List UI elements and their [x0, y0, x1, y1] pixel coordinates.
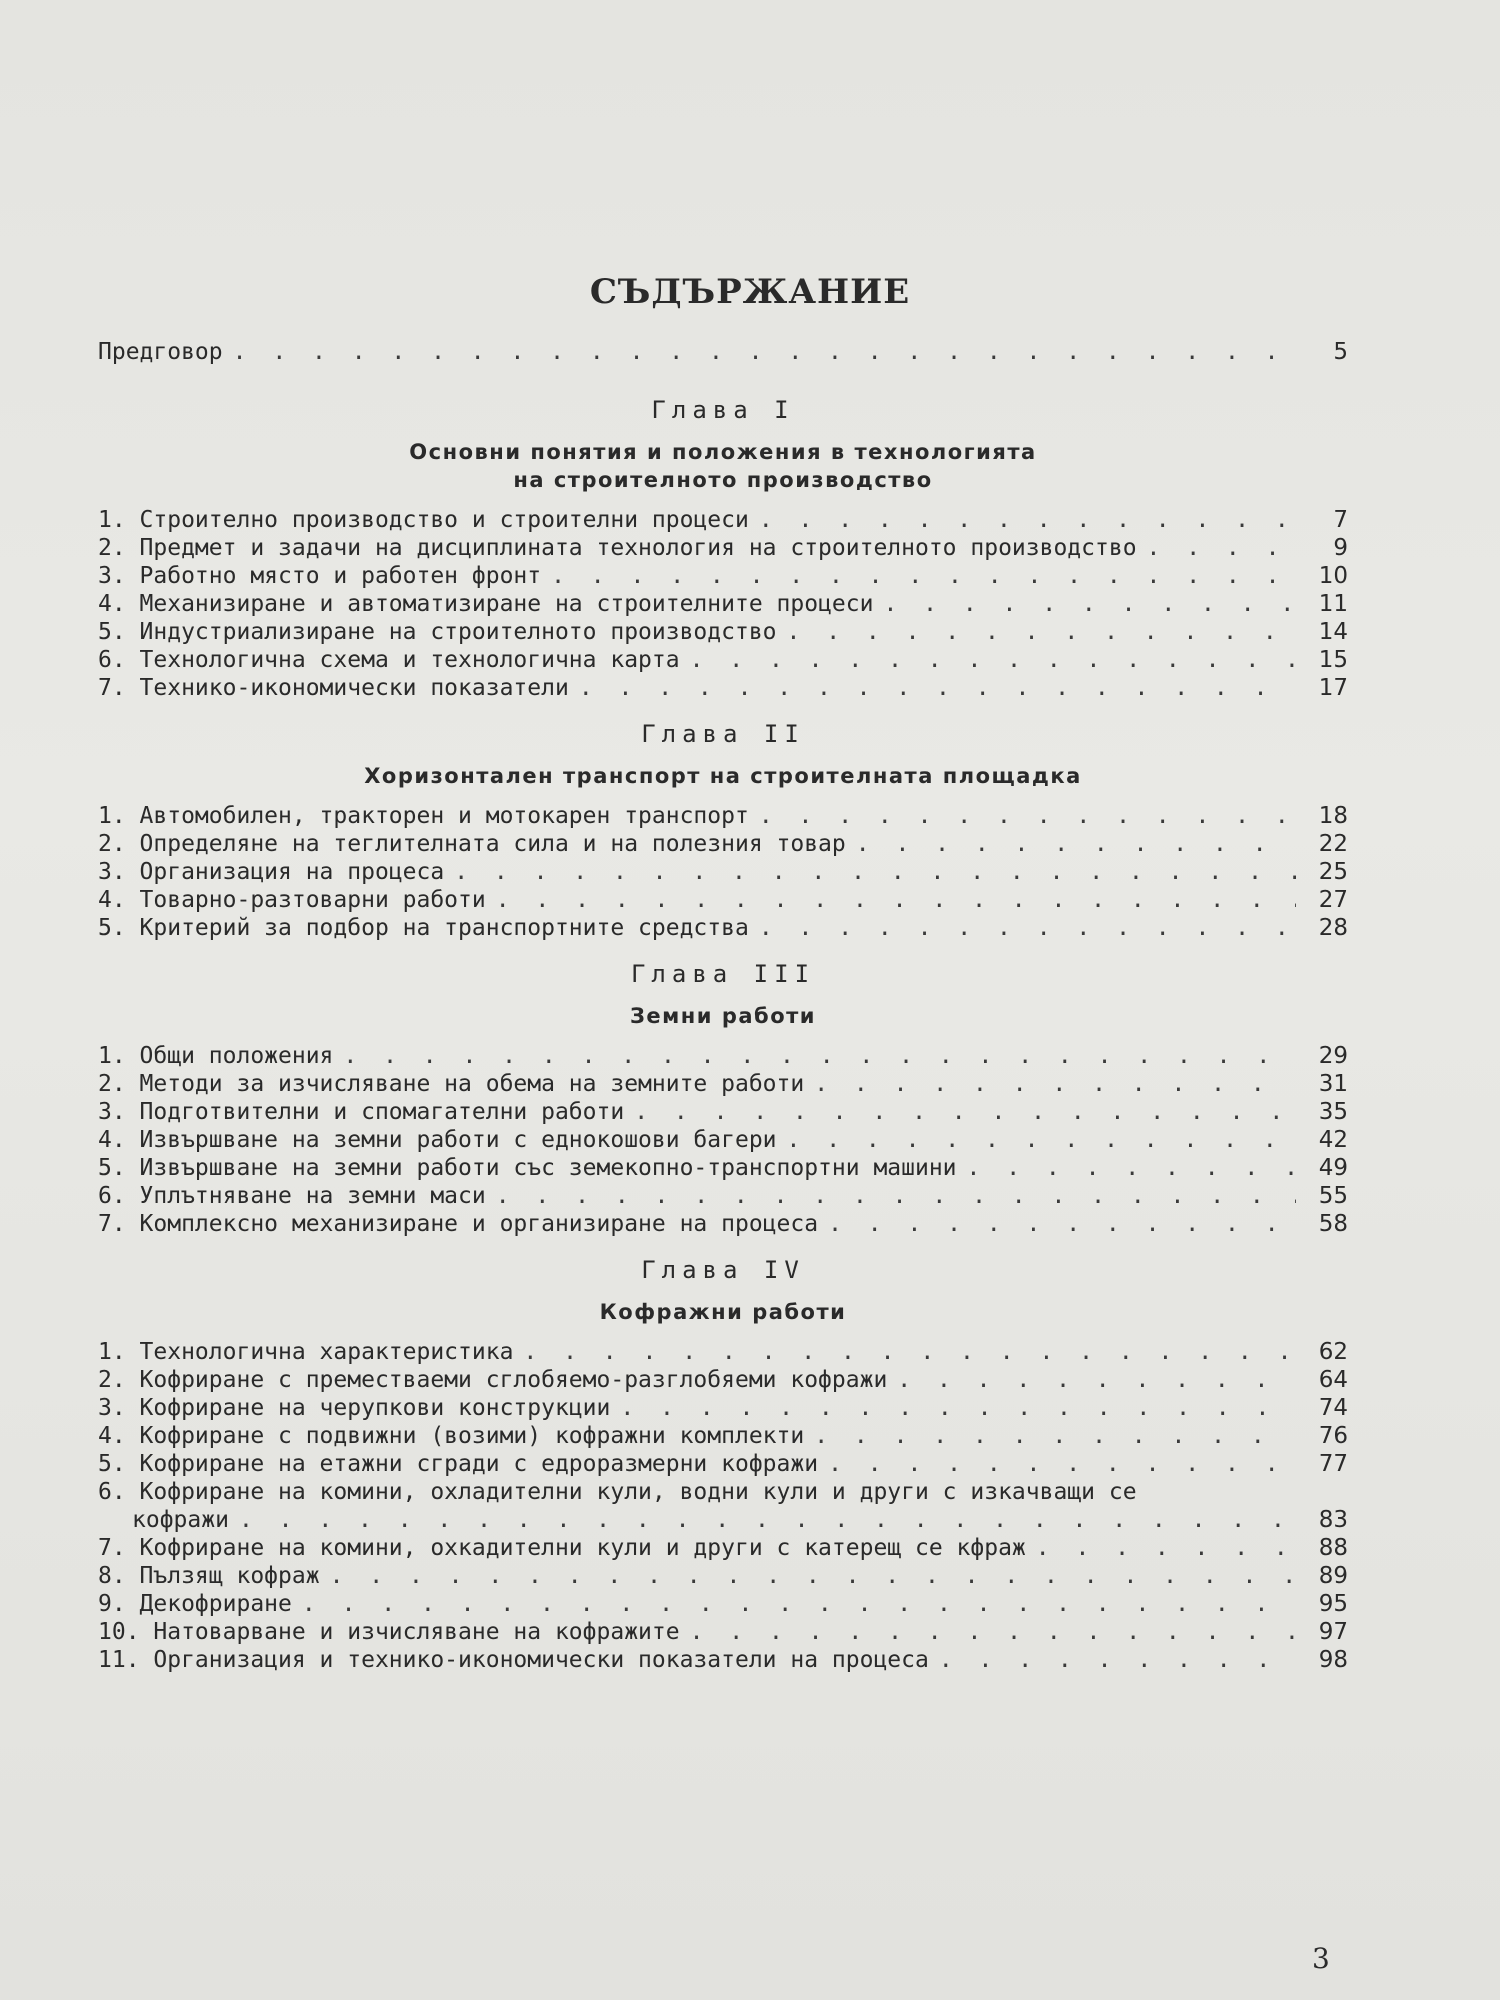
toc-entry-label: 7. Кофриране на комини, охкадителни кули и други с катерещ се кфраж	[98, 1535, 1026, 1561]
toc-entry-label: 11. Организация и технико-икономически показатели на процеса	[98, 1647, 929, 1673]
leader-dots	[1147, 534, 1296, 562]
toc-row	[98, 1154, 1348, 1182]
toc-entry-label: 3. Работно място и работен фронт	[98, 563, 542, 589]
chapter-title-line: Хоризонтален транспорт на строителната площадка	[364, 764, 1082, 788]
toc-entry-label: 2. Кофриране с преместваеми сглобяемо-разглобяеми кофражи	[98, 1367, 888, 1393]
toc-row	[98, 830, 1348, 858]
toc-row	[98, 534, 1348, 562]
toc-entry-label: 4. Товарно-разтоварни работи	[98, 887, 486, 913]
toc-entry-label: 4. Механизиране и автоматизиране на строителните процеси	[98, 591, 874, 617]
chapter-title	[98, 1002, 1348, 1030]
toc-row	[98, 674, 1348, 702]
toc-entry-label: 5. Индустриализиране на строителното производство	[98, 619, 777, 645]
toc-row	[98, 562, 1348, 590]
toc-page-number: 11	[1318, 591, 1348, 617]
leader-dots	[883, 590, 1296, 618]
toc-entry-label: 6. Технологична схема и технологична карта	[98, 647, 680, 673]
leader-dots	[939, 1646, 1296, 1674]
toc-entry-label: 1. Автомобилен, тракторен и мотокарен транспорт	[98, 803, 749, 829]
toc-page-number: 55	[1318, 1183, 1348, 1209]
toc-page-number: 27	[1318, 887, 1348, 913]
toc-row	[98, 1210, 1348, 1238]
toc-page-number: 76	[1318, 1423, 1348, 1449]
leader-dots	[233, 338, 1296, 366]
toc-page-number: 14	[1318, 619, 1348, 645]
toc-row	[98, 590, 1348, 618]
toc-row	[98, 1646, 1348, 1674]
leader-dots	[523, 1338, 1296, 1366]
toc-entry-label: 3. Организация на процеса	[98, 859, 445, 885]
toc-row	[98, 646, 1348, 674]
toc-page-number: 58	[1318, 1211, 1348, 1237]
toc-row	[98, 1042, 1348, 1070]
toc-row	[98, 1366, 1348, 1394]
toc-entry-label: Предговор	[98, 339, 223, 365]
toc-row	[98, 618, 1348, 646]
toc-entry-label: 6. Уплътняване на земни маси	[98, 1183, 486, 1209]
chapter-title-line: Земни работи	[629, 1004, 817, 1028]
leader-dots	[967, 1154, 1296, 1182]
chapter-title-line: на строителното производство	[513, 468, 933, 492]
leader-dots	[897, 1366, 1296, 1394]
toc-row	[98, 1394, 1348, 1422]
leader-dots	[787, 1126, 1296, 1154]
leader-dots	[551, 562, 1296, 590]
toc-page-number: 9	[1333, 535, 1348, 561]
leader-dots	[759, 506, 1296, 534]
toc-entry-label: 7. Комплексно механизиране и организиране на процеса	[98, 1211, 819, 1237]
page-number: 3	[1312, 1942, 1330, 1975]
toc-entry-label: 2. Определяне на теглителната сила и на полезния товар	[98, 831, 846, 857]
toc-page-number: 18	[1318, 803, 1348, 829]
toc-page-number: 28	[1318, 915, 1348, 941]
toc-row	[98, 1478, 1348, 1506]
chapter-heading: Глава I	[651, 396, 795, 424]
chapter-heading: Глава II	[641, 720, 805, 748]
toc-row	[98, 1422, 1348, 1450]
leader-dots	[343, 1042, 1296, 1070]
toc-entry-label: 10. Натоварване и изчисляване на кофражите	[98, 1619, 680, 1645]
leader-dots	[1036, 1534, 1296, 1562]
toc-page-number: 97	[1318, 1619, 1348, 1645]
toc-page-number: 15	[1318, 647, 1348, 673]
toc-row	[98, 1618, 1348, 1646]
toc-row	[98, 858, 1348, 886]
toc-page-number: 95	[1318, 1591, 1348, 1617]
toc-entry-label: 4. Извършване на земни работи с еднокошови багери	[98, 1127, 777, 1153]
toc-entry-label: 9. Декофриране	[98, 1591, 292, 1617]
leader-dots	[759, 802, 1296, 830]
leader-dots	[579, 674, 1296, 702]
leader-dots	[634, 1098, 1296, 1126]
toc-row	[98, 1070, 1348, 1098]
toc-page-number: 10	[1318, 563, 1348, 589]
table-of-contents	[98, 338, 1348, 1674]
toc-page-number: 25	[1318, 859, 1348, 885]
leader-dots	[620, 1394, 1296, 1422]
toc-entry-label: 5. Извършване на земни работи със земекопно-транспортни машини	[98, 1155, 957, 1181]
toc-page-number: 83	[1318, 1507, 1348, 1533]
toc-row-preface	[98, 338, 1348, 366]
toc-row	[98, 1590, 1348, 1618]
chapter-heading: Глава III	[630, 960, 816, 988]
chapter-title	[98, 1298, 1348, 1326]
toc-entry-label: 7. Технико-икономически показатели	[98, 675, 569, 701]
leader-dots	[814, 1070, 1296, 1098]
toc-row	[98, 1450, 1348, 1478]
toc-entry-label: 2. Методи за изчисляване на обема на земните работи	[98, 1071, 805, 1097]
toc-page-number: 22	[1318, 831, 1348, 857]
toc-page-number: 88	[1318, 1535, 1348, 1561]
chapter-title-line: Основни понятия и положения в технологията	[409, 440, 1037, 464]
leader-dots	[759, 914, 1296, 942]
toc-entry-label: 3. Подготвителни и спомагателни работи	[98, 1099, 625, 1125]
toc-entry-label: 8. Пълзящ кофраж	[98, 1563, 320, 1589]
toc-page-number: 17	[1318, 675, 1348, 701]
page-title: СЪДЪРЖАНИЕ	[589, 272, 911, 312]
toc-row	[98, 886, 1348, 914]
toc-entry-label-continuation: кофражи	[132, 1507, 229, 1533]
toc-page-number: 62	[1318, 1339, 1348, 1365]
toc-row	[98, 1182, 1348, 1210]
toc-page-number: 7	[1333, 507, 1348, 533]
toc-page-number: 35	[1318, 1099, 1348, 1125]
chapter-title	[98, 762, 1348, 790]
toc-row	[98, 506, 1348, 534]
toc-page-number: 29	[1318, 1043, 1348, 1069]
toc-entry-label: 1. Общи положения	[98, 1043, 334, 1069]
toc-row	[98, 914, 1348, 942]
leader-dots	[828, 1450, 1296, 1478]
leader-dots	[302, 1590, 1296, 1618]
leader-dots	[496, 886, 1296, 914]
leader-dots	[690, 646, 1296, 674]
toc-row	[98, 1534, 1348, 1562]
toc-entry-label: 6. Кофриране на комини, охладителни кули, водни кули и други с изкачващи се	[98, 1479, 1137, 1505]
leader-dots	[828, 1210, 1296, 1238]
leader-dots	[496, 1182, 1296, 1210]
toc-page-number: 64	[1318, 1367, 1348, 1393]
toc-page-number: 5	[1333, 339, 1348, 365]
toc-row	[98, 1098, 1348, 1126]
toc-page-number: 31	[1318, 1071, 1348, 1097]
toc-page-number: 77	[1318, 1451, 1348, 1477]
leader-dots	[454, 858, 1296, 886]
toc-row	[98, 1338, 1348, 1366]
toc-page-number: 49	[1318, 1155, 1348, 1181]
leader-dots	[239, 1506, 1296, 1534]
leader-dots	[330, 1562, 1296, 1590]
toc-row	[98, 1126, 1348, 1154]
toc-entry-label: 1. Технологична характеристика	[98, 1339, 514, 1365]
toc-page-number: 74	[1318, 1395, 1348, 1421]
toc-entry-label: 3. Кофриране на черупкови конструкции	[98, 1395, 611, 1421]
chapter-heading: Глава IV	[641, 1256, 805, 1284]
leader-dots	[690, 1618, 1296, 1646]
toc-entry-label: 1. Строително производство и строителни процеси	[98, 507, 749, 533]
leader-dots	[787, 618, 1296, 646]
toc-entry-label: 5. Критерий за подбор на транспортните средства	[98, 915, 749, 941]
toc-page-number: 89	[1318, 1563, 1348, 1589]
toc-page-number: 98	[1318, 1647, 1348, 1673]
toc-entry-label: 5. Кофриране на етажни сгради с едроразмерни кофражи	[98, 1451, 819, 1477]
toc-entry-label: 2. Предмет и задачи на дисциплината технология на строителното производство	[98, 535, 1137, 561]
chapter-title-line: Кофражни работи	[599, 1300, 847, 1324]
leader-dots	[856, 830, 1296, 858]
toc-row	[98, 1562, 1348, 1590]
toc-row-continuation	[98, 1506, 1348, 1534]
toc-row	[98, 802, 1348, 830]
leader-dots	[814, 1422, 1296, 1450]
toc-entry-label: 4. Кофриране с подвижни (возими) кофражни комплекти	[98, 1423, 805, 1449]
chapter-title	[98, 438, 1348, 494]
toc-page-number: 42	[1318, 1127, 1348, 1153]
